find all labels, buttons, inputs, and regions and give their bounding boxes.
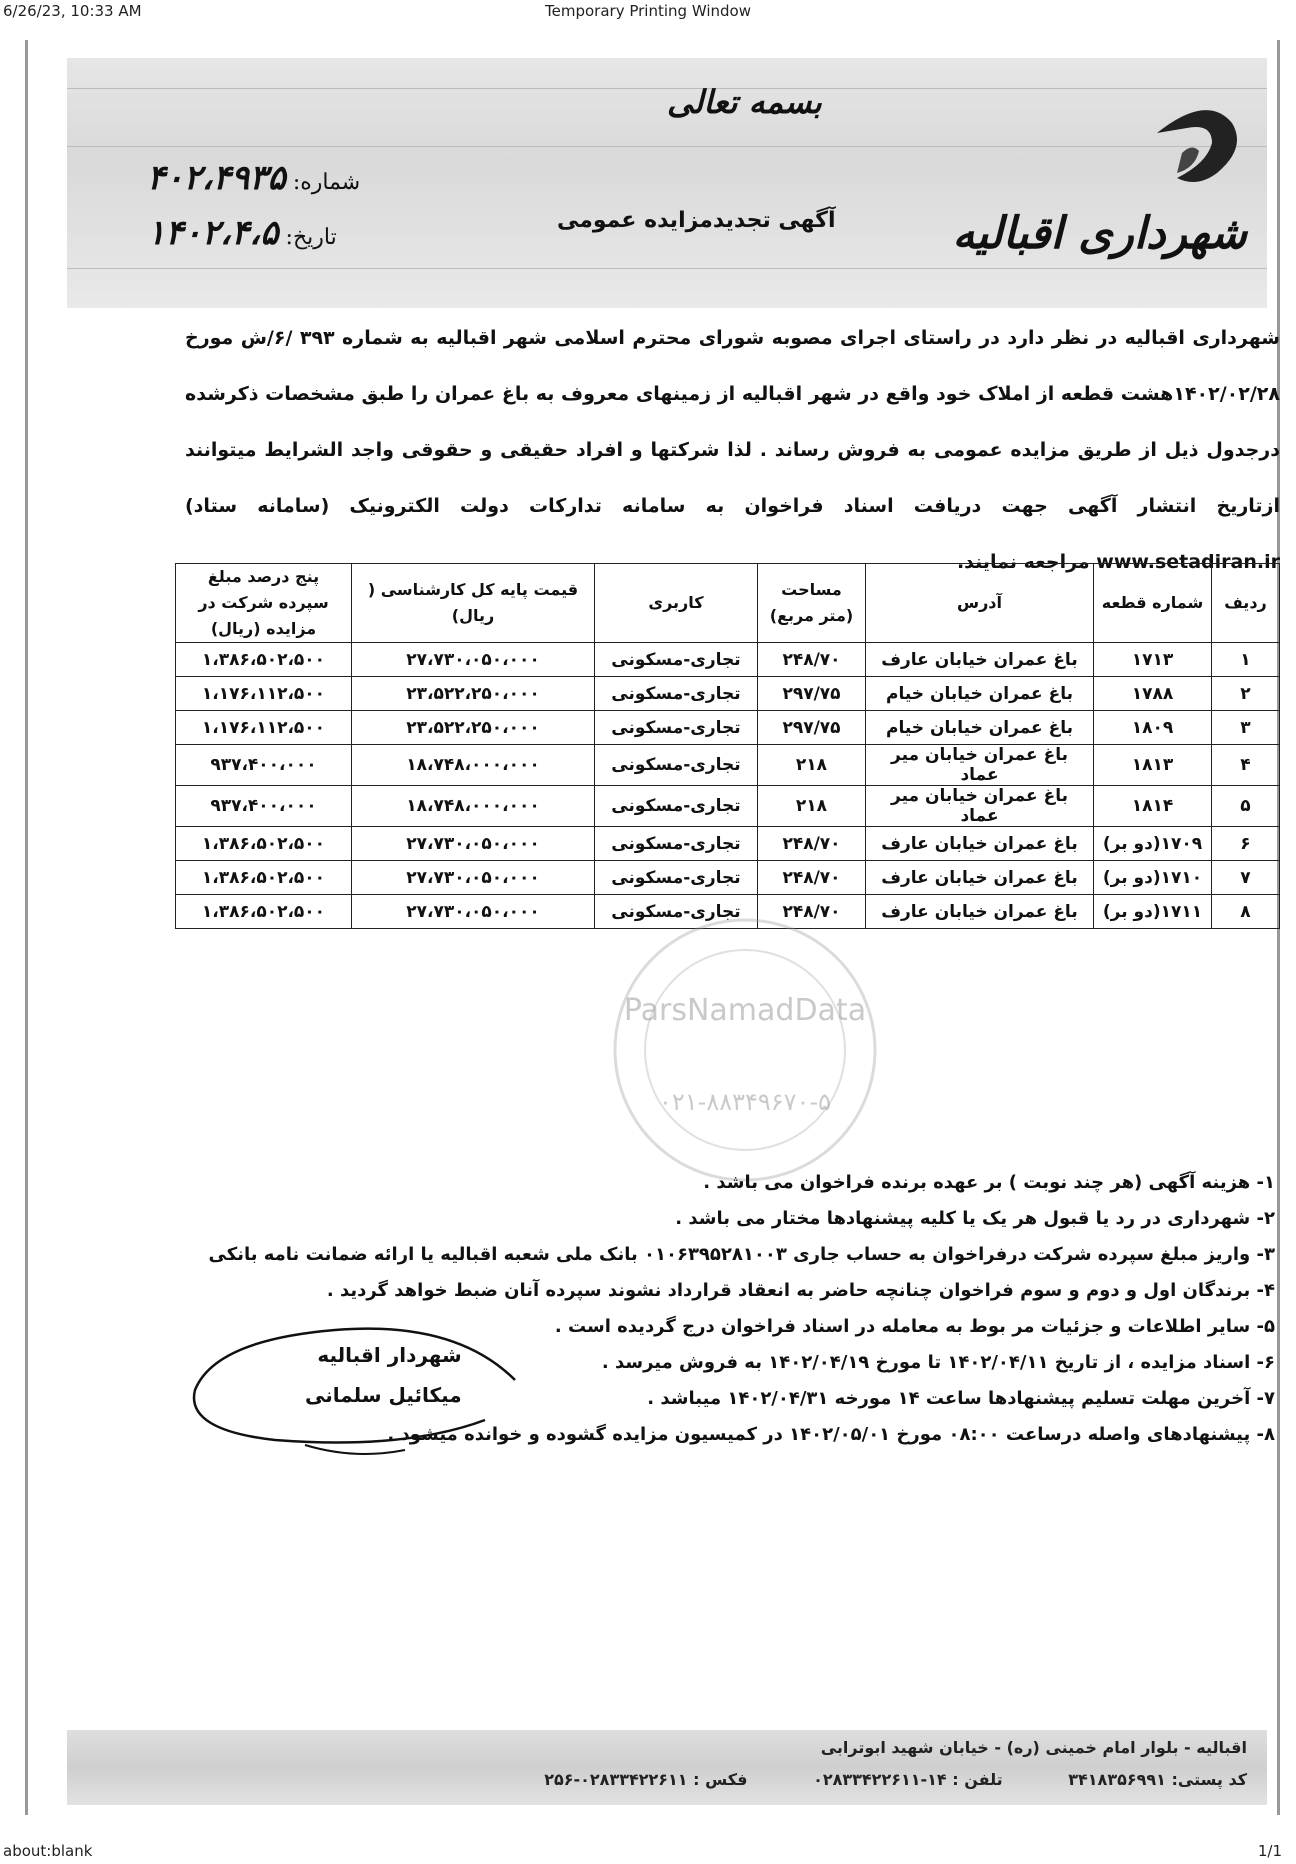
cell-usage: تجاری-مسکونی [595,711,758,745]
cell-deposit: ۱،۳۸۶،۵۰۲،۵۰۰ [176,861,352,895]
cell-address: باغ عمران خیابان خیام [866,677,1094,711]
cell-area: ۲۴۸/۷۰ [758,827,866,861]
print-datetime: 6/26/23, 10:33 AM [3,2,142,20]
municipality-logo-icon [1137,93,1257,203]
cell-deposit: ۱،۳۸۶،۵۰۲،۵۰۰ [176,895,352,929]
cell-base-price: ۲۷،۷۳۰،۰۵۰،۰۰۰ [352,861,595,895]
table-row [176,827,1280,861]
col-area: مساحت (متر مربع) [758,564,866,643]
condition-item: ۱- هزینه آگهی (هر چند نوبت ) بر عهده برنده فراخوان می باشد . [703,1172,1275,1193]
lots-table [175,563,1280,929]
cell-area: ۲۴۸/۷۰ [758,643,866,677]
cell-row: ۴ [1212,745,1280,786]
col-usage: کاربری [595,564,758,643]
cell-usage: تجاری-مسکونی [595,827,758,861]
watermark-stamp [595,900,895,1200]
letter-number [147,158,360,198]
condition-item: ۸- پیشنهادهای واصله درساعت ۰۸:۰۰ مورخ ۱۴۰۲/۰۵/۰۱ در کمیسیون مزایده گشوده و خوانده میشود . [387,1424,1275,1445]
col-address: آدرس [866,564,1094,643]
cell-lot: ۱۸۱۴ [1094,786,1212,827]
cell-usage: تجاری-مسکونی [595,677,758,711]
condition-item: ۷- آخرین مهلت تسلیم پیشنهادها ساعت ۱۴ مورخه ۱۴۰۲/۰۴/۳۱ میباشد . [647,1388,1275,1409]
signatory-name: میکائیل سلمانی [305,1383,462,1407]
print-window-title: Temporary Printing Window [545,2,751,20]
letterhead [67,58,1267,308]
footer-phone: تلفن : ۱۴-۰۲۸۳۳۴۲۲۶۱۱ [813,1770,1003,1789]
cell-lot: ۱۷۱۰(دو بر) [1094,861,1212,895]
condition-item: ۶- اسناد مزایده ، از تاریخ ۱۴۰۲/۰۴/۱۱ تا مورخ ۱۴۰۲/۰۴/۱۹ به فروش میرسد . [601,1352,1275,1373]
table-row [176,711,1280,745]
table-row [176,643,1280,677]
cell-base-price: ۲۷،۷۳۰،۰۵۰،۰۰۰ [352,895,595,929]
cell-address: باغ عمران خیابان عارف [866,895,1094,929]
cell-address: باغ عمران خیابان میر عماد [866,745,1094,786]
cell-base-price: ۲۳،۵۲۲،۲۵۰،۰۰۰ [352,677,595,711]
table-row [176,786,1280,827]
cell-row: ۶ [1212,827,1280,861]
cell-lot: ۱۷۰۹(دو بر) [1094,827,1212,861]
table-row [176,745,1280,786]
intro-paragraph: شهرداری اقبالیه در نظر دارد در راستای اجرای مصوبه شورای محترم اسلامی شهر اقبالیه به شماره ۳۹۳ /۶/ش مورخ ۱۴۰۲/۰۲/۲۸هشت قطعه از املاک خود واقع در شهر اقبالیه از زمینهای معروف به باغ عمران را طبق مشخصات ذکرشده درجدول ذیل از طریق مزایده عمومی به فروش رساند . لذا شرکتها و افراد حقیقی و حقوقی واجد الشرایط میتوانند ازتاریخ انتشار آگهی جهت دریافت اسناد فراخوان به سامانه تدارکات دولت الکترونیک (سامانه ستاد) www.setadiran.ir مراجعه نمایند. [185,327,1280,573]
cell-deposit: ۱،۳۸۶،۵۰۲،۵۰۰ [176,643,352,677]
cell-deposit: ۹۳۷،۴۰۰،۰۰۰ [176,745,352,786]
letter-number-value: ۴۰۲،۴۹۳۵ [147,158,286,198]
scan-line [67,146,1267,147]
cell-base-price: ۲۷،۷۳۰،۰۵۰،۰۰۰ [352,827,595,861]
letter-number-label: شماره: [292,170,361,195]
letter-footer [67,1730,1267,1805]
condition-item: ۳- واریز مبلغ سپرده شرکت درفراخوان به حساب جاری ۰۱۰۶۳۹۵۲۸۱۰۰۳ بانک ملی شعبه اقبالیه یا ارائه ضمانت نامه بانکی [208,1244,1275,1265]
basmala: بسمه تعالی [667,83,822,121]
cell-lot: ۱۷۸۸ [1094,677,1212,711]
table-header-row [176,564,1280,643]
scan-line [67,268,1267,269]
signatory-title: شهردار اقبالیه [317,1343,462,1367]
cell-area: ۲۴۸/۷۰ [758,861,866,895]
cell-deposit: ۹۳۷،۴۰۰،۰۰۰ [176,786,352,827]
col-deposit: پنج درصد مبلغ سپرده شرکت در مزایده (ریال) [176,564,352,643]
col-base-price: قیمت پایه کل کارشناسی ( ریال) [352,564,595,643]
cell-base-price: ۲۳،۵۲۲،۲۵۰،۰۰۰ [352,711,595,745]
cell-lot: ۱۷۱۳ [1094,643,1212,677]
notice-title: آگهی تجدیدمزایده عمومی [557,208,836,233]
cell-base-price: ۲۷،۷۳۰،۰۵۰،۰۰۰ [352,643,595,677]
signature-block [305,1335,462,1415]
print-header [0,0,1296,22]
cell-row: ۸ [1212,895,1280,929]
letter-date-value: ۱۴۰۲،۴،۵ [147,213,279,253]
cell-address: باغ عمران خیابان میر عماد [866,786,1094,827]
cell-usage: تجاری-مسکونی [595,861,758,895]
cell-deposit: ۱،۱۷۶،۱۱۲،۵۰۰ [176,677,352,711]
condition-item: ۵- سایر اطلاعات و جزئیات مر بوط به معامله در اسناد فراخوان درج گردیده است . [554,1316,1275,1337]
lots-table-body [176,643,1280,929]
municipality-name: شهرداری اقبالیه [952,208,1247,259]
scan-edge-left [25,40,28,1815]
letter-date [147,213,337,253]
cell-usage: تجاری-مسکونی [595,745,758,786]
cell-lot: ۱۸۰۹ [1094,711,1212,745]
cell-deposit: ۱،۱۷۶،۱۱۲،۵۰۰ [176,711,352,745]
cell-usage: تجاری-مسکونی [595,643,758,677]
cell-row: ۷ [1212,861,1280,895]
col-row: ردیف [1212,564,1280,643]
cell-row: ۵ [1212,786,1280,827]
cell-address: باغ عمران خیابان عارف [866,861,1094,895]
print-page-count: 1/1 [1257,1842,1282,1860]
cell-area: ۲۹۷/۷۵ [758,711,866,745]
cell-base-price: ۱۸،۷۴۸،۰۰۰،۰۰۰ [352,786,595,827]
cell-row: ۱ [1212,643,1280,677]
letter-date-label: تاریخ: [285,225,337,250]
cell-area: ۲۹۷/۷۵ [758,677,866,711]
table-row [176,677,1280,711]
cell-row: ۲ [1212,677,1280,711]
cell-area: ۲۴۸/۷۰ [758,895,866,929]
condition-item: ۲- شهرداری در رد یا قبول هر یک یا کلیه پیشنهادها مختار می باشد . [675,1208,1275,1229]
print-url: about:blank [3,1842,93,1860]
cell-usage: تجاری-مسکونی [595,895,758,929]
cell-base-price: ۱۸،۷۴۸،۰۰۰،۰۰۰ [352,745,595,786]
cell-address: باغ عمران خیابان عارف [866,827,1094,861]
cell-area: ۲۱۸ [758,745,866,786]
footer-address: اقبالیه - بلوار امام خمینی (ره) - خیابان شهید ابوترابی [820,1738,1247,1757]
cell-lot: ۱۷۱۱(دو بر) [1094,895,1212,929]
footer-postal-code: کد پستی: ۳۴۱۸۳۵۶۹۹۱ [1068,1770,1247,1789]
cell-area: ۲۱۸ [758,786,866,827]
condition-item: ۴- برندگان اول و دوم و سوم فراخوان چنانچه حاضر به انعقاد قرارداد نشوند سپرده آنان ضبط خواهد گردید . [326,1280,1275,1301]
footer-contacts [97,1770,1247,1789]
watermark-text: ParsNamadData [623,993,867,1028]
col-lot: شماره قطعه [1094,564,1212,643]
footer-fax: فکس : ۰۲۸۳۳۴۲۲۶۱۱-۲۵۶ [544,1770,748,1789]
cell-usage: تجاری-مسکونی [595,786,758,827]
cell-address: باغ عمران خیابان خیام [866,711,1094,745]
cell-lot: ۱۸۱۳ [1094,745,1212,786]
cell-deposit: ۱،۳۸۶،۵۰۲،۵۰۰ [176,827,352,861]
watermark-number: ۰۲۱-۸۸۳۴۹۶۷۰-۵ [658,1088,832,1116]
document-sheet [25,40,1280,1815]
cell-address: باغ عمران خیابان عارف [866,643,1094,677]
table-row [176,861,1280,895]
cell-row: ۳ [1212,711,1280,745]
print-footer [0,1840,1296,1864]
